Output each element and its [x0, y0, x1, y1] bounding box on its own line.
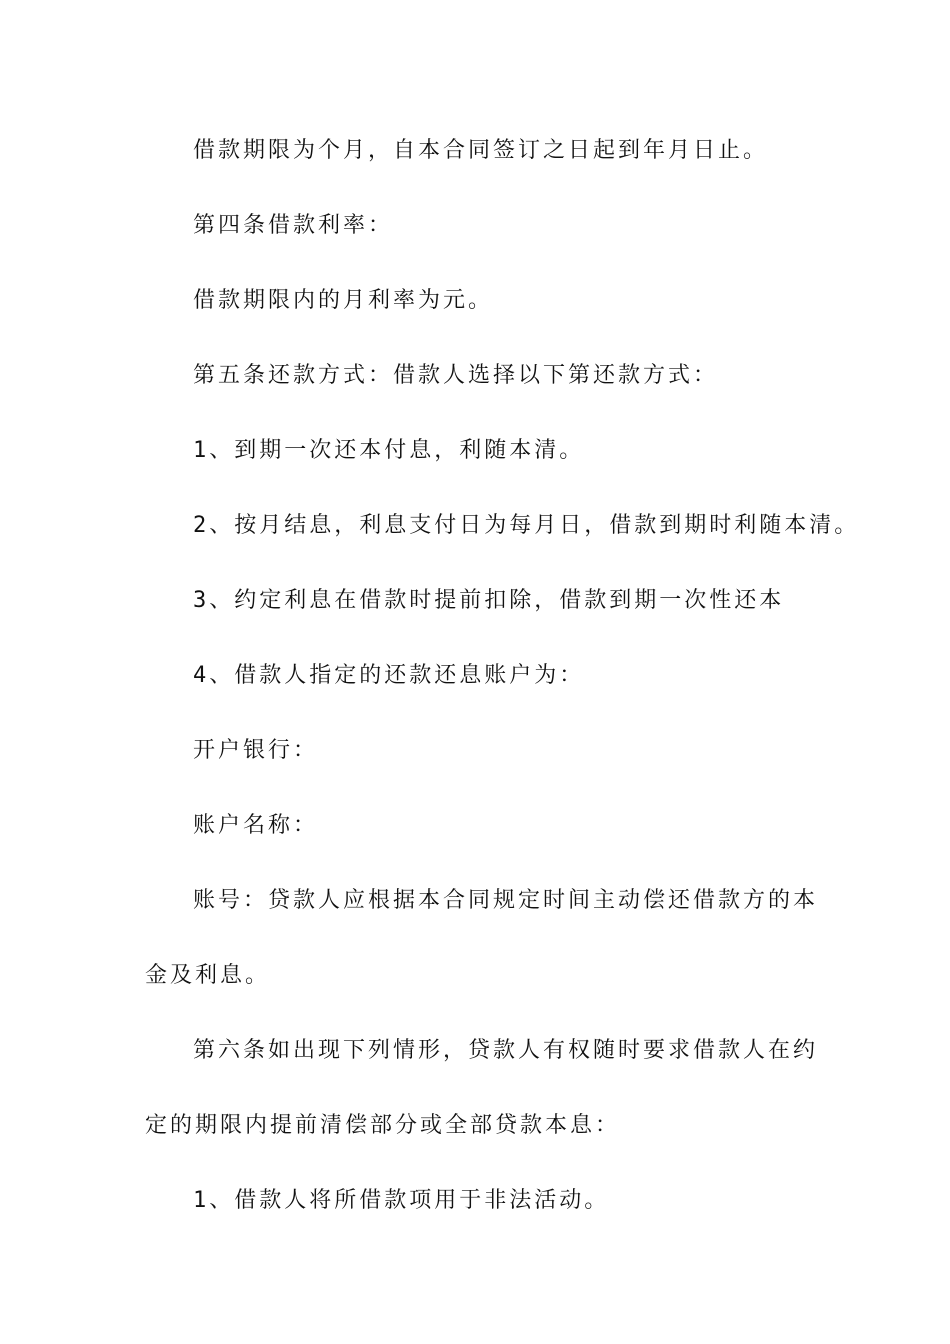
heading-article-4: 第四条借款利率：: [193, 213, 394, 238]
field-bank: 开户银行：: [193, 738, 319, 763]
list-item-2: 2、按月结息，利息支付日为每月日，借款到期时利随本清。: [193, 513, 860, 538]
list-item-article-6-1: 1、借款人将所借款项用于非法活动。: [193, 1188, 610, 1213]
list-item-1: 1、到期一次还本付息，利随本清。: [193, 438, 585, 463]
text-line-rate: 借款期限内的月利率为元。: [193, 288, 494, 313]
text-line-continuation: 金及利息。: [145, 963, 271, 988]
list-item-4: 4、借款人指定的还款还息账户为：: [193, 663, 585, 688]
heading-article-6: 第六条如出现下列情形，贷款人有权随时要求借款人在约: [193, 1038, 819, 1063]
list-item-3: 3、约定利息在借款时提前扣除，借款到期一次性还本: [193, 588, 785, 613]
text-line-continuation-2: 定的期限内提前清偿部分或全部贷款本息：: [145, 1113, 621, 1138]
text-line-term: 借款期限为个月，自本合同签订之日起到年月日止。: [193, 138, 769, 163]
field-account-number: 账号：贷款人应根据本合同规定时间主动偿还借款方的本: [193, 888, 819, 913]
field-account-name: 账户名称：: [193, 813, 319, 838]
heading-article-5: 第五条还款方式：借款人选择以下第还款方式：: [193, 363, 719, 388]
